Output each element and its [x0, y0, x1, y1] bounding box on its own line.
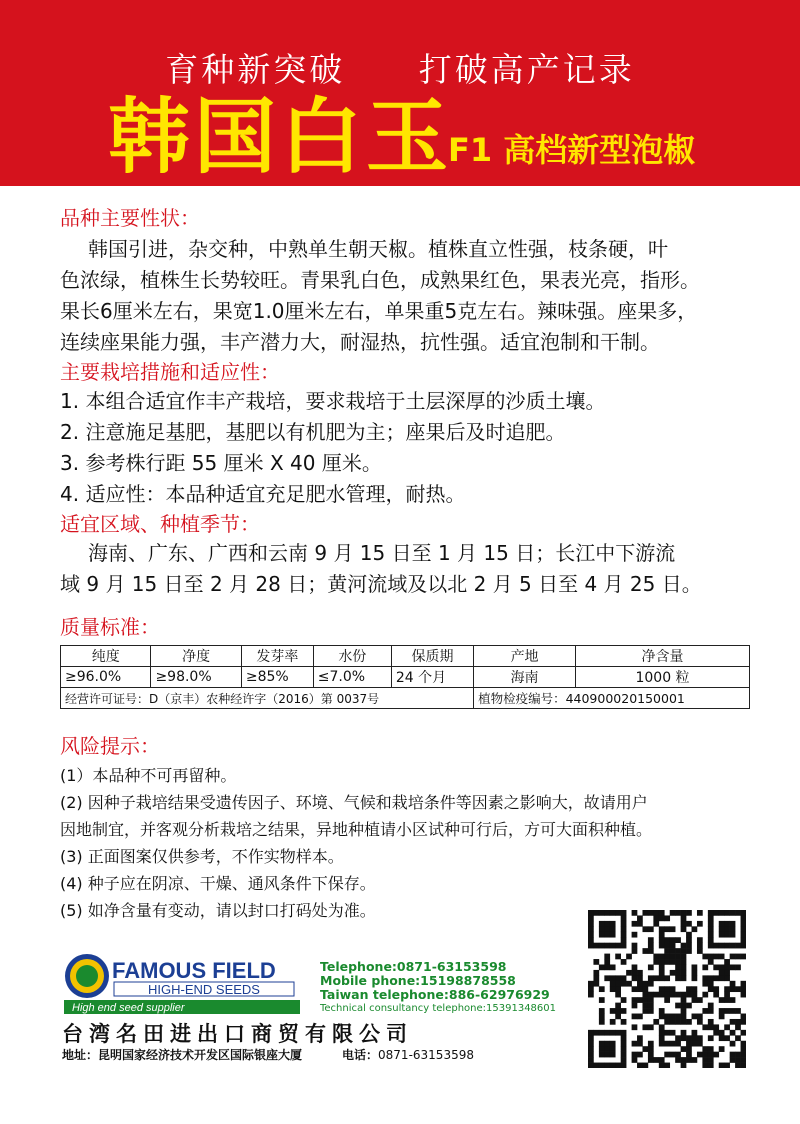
quality-value: ≥96.0% [61, 667, 151, 688]
quality-value: ≥85% [241, 667, 313, 688]
slogan-left: 育种新突破 [165, 50, 346, 89]
quality-header: 水份 [313, 646, 391, 667]
traits-line: 连续座果能力强，丰产潜力大，耐湿热，抗性强。适宜泡制和干制。 [60, 330, 660, 354]
cultivation-list [60, 386, 760, 510]
address: 地址：昆明国家经济技术开发区国际银座大厦 [62, 1048, 303, 1062]
quality-header: 纯度 [61, 646, 151, 667]
slogan-right: 打破高产记录 [418, 50, 635, 89]
risk-item: (4) 种子应在阴凉、干燥、通风条件下保存。 [60, 874, 376, 893]
quality-value: ≥98.0% [151, 667, 241, 688]
quarantine-number: 植物检疫编号：440900020150001 [474, 688, 750, 709]
cultivation-item: 1. 本组合适宜作丰产栽培，要求栽培于土层深厚的沙质土壤。 [60, 389, 606, 413]
quality-value: 24 个月 [391, 667, 473, 688]
quality-header: 净度 [151, 646, 241, 667]
quality-value: ≤7.0% [313, 667, 391, 688]
quality-heading: 质量标准： [60, 615, 160, 639]
quality-header: 净含量 [576, 646, 750, 667]
product-name: 韩国白玉 [108, 90, 453, 185]
logo-main-text: FAMOUS FIELD [112, 958, 276, 983]
address-line [62, 1046, 474, 1063]
quality-header: 保质期 [391, 646, 473, 667]
cultivation-item: 3. 参考株行距 55 厘米 X 40 厘米。 [60, 451, 382, 475]
table-row [61, 646, 750, 667]
logo-tag-text: High end seed supplier [72, 1002, 185, 1014]
risk-item: 因地制宜，并客观分析栽培之结果，异地种植请小区试种可行后，方可大面积种植。 [60, 820, 653, 839]
region-heading: 适宜区域、种植季节： [60, 512, 260, 536]
cultivation-item: 2. 注意施足基肥，基肥以有机肥为主；座果后及时追肥。 [60, 420, 566, 444]
traits-heading: 品种主要性状： [60, 206, 200, 230]
risk-item: (3) 正面图案仅供参考，不作实物样本。 [60, 847, 344, 866]
traits-line: 韩国引进，杂交种，中熟单生朝天椒。植株直立性强，枝条硬，叶 [88, 237, 668, 261]
quality-header: 产地 [474, 646, 576, 667]
phone-label: 电话： [342, 1048, 379, 1062]
quality-header: 发芽率 [241, 646, 313, 667]
phone-value: 0871-63153598 [378, 1048, 474, 1062]
risk-item: (2) 因种子栽培结果受遗传因子、环境、气候和栽培条件等因素之影响大，故请用户 [60, 793, 648, 812]
traits-line: 色浓绿，植株生长势较旺。青果乳白色，成熟果红色，果表光亮，指形。 [60, 268, 700, 292]
mobile-phone: Mobile phone:15198878558 [320, 973, 516, 988]
traits-text [60, 234, 750, 358]
risk-item: (5) 如净含量有变动，请以封口打码处为准。 [60, 901, 376, 920]
technical-telephone: Technical consultancy telephone:15391348601 [320, 1003, 557, 1014]
traits-line: 果长6厘米左右，果宽1.0厘米左右，单果重5克左右。辣味强。座果多， [60, 299, 698, 323]
company-logo [62, 950, 302, 1016]
cultivation-heading: 主要栽培措施和适应性： [60, 360, 280, 384]
company-name: 台湾名田进出口商贸有限公司 [62, 1022, 413, 1046]
license-number: 经营许可证号：D（京丰）农种经许字（2016）第 0037号 [61, 688, 474, 709]
risk-list [60, 762, 760, 924]
slogan [0, 44, 800, 91]
quality-value: 1000 粒 [576, 667, 750, 688]
table-row [61, 667, 750, 688]
risk-heading: 风险提示： [60, 734, 160, 758]
logo-emblem-icon [62, 950, 302, 1016]
region-line: 域 9 月 15 日至 2 月 28 日；黄河流域及以北 2 月 5 日至 4 月 25 日。 [60, 572, 702, 596]
qr-code-icon [588, 910, 746, 1068]
table-row [61, 688, 750, 709]
qr-code [588, 910, 746, 1068]
region-line: 海南、广东、广西和云南 9 月 15 日至 1 月 15 日；长江中下游流 [88, 541, 676, 565]
region-text [60, 538, 750, 600]
cultivation-item: 4. 适应性：本品种适宜充足肥水管理，耐热。 [60, 482, 466, 506]
telephone: Telephone:0871-63153598 [320, 959, 507, 974]
quality-value: 海南 [474, 667, 576, 688]
product-suffix: F1 高档新型泡椒 [448, 131, 696, 169]
logo-sub-text: HIGH-END SEEDS [148, 982, 260, 997]
contact-info [320, 960, 556, 1016]
risk-item: (1）本品种不可再留种。 [60, 766, 237, 785]
quality-table [60, 645, 750, 709]
taiwan-telephone: Taiwan telephone:886-62976929 [320, 987, 550, 1002]
